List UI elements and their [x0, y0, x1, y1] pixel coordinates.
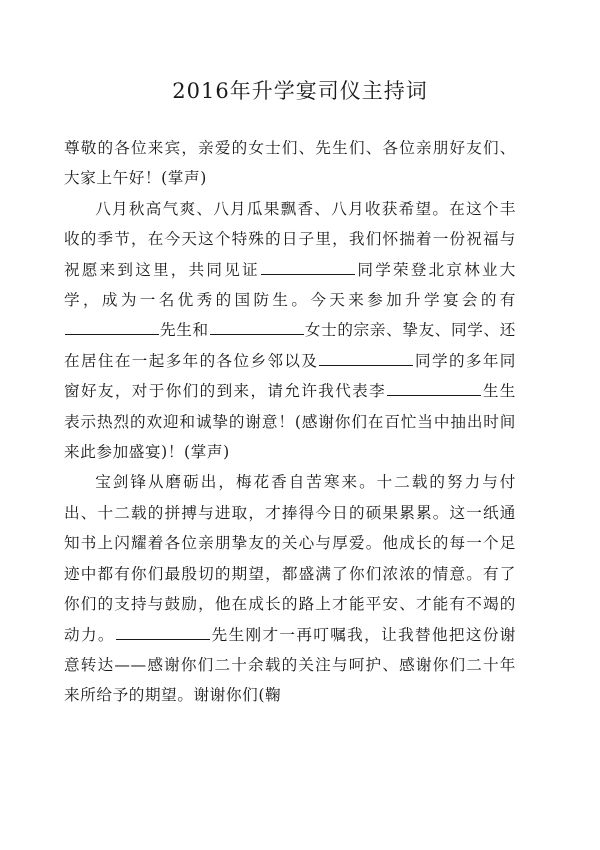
- document-body: [64, 133, 516, 711]
- fill-in-blank: [210, 320, 304, 335]
- fill-in-blank: [319, 351, 413, 366]
- text-segment: 先生刚才一再叮嘱我，让我替他把这份谢意转达——感谢你们二十余载的关注与呵护、感谢你们二十年来所给予的期望。谢谢你们(鞠: [64, 625, 516, 705]
- text-segment: 先生和: [160, 321, 209, 340]
- paragraph-welcome: [64, 194, 516, 468]
- paragraph-greeting: [64, 133, 516, 194]
- text-segment: 同学的多年同窗好友，对于你们的到来，请允许我代表李: [64, 351, 516, 401]
- text-segment: 八月秋高气爽、八月瓜果飘香、八月收获希望。在这个丰收的季节，在今天这个特殊的日子里，我们怀揣着一份祝福与祝愿来到这里，共同见证: [64, 199, 516, 279]
- text-segment: 同学荣登北京林业大学，成为一名优秀的国防生。今天来参加升学宴会的有: [64, 260, 516, 310]
- fill-in-blank: [387, 381, 481, 396]
- paragraph-gratitude: [64, 467, 516, 710]
- fill-in-blank: [65, 320, 159, 335]
- fill-in-blank: [261, 260, 355, 275]
- text-segment: 女士的宗亲、挚友、同学、还在居住在一起多年的各位乡邻以及: [64, 321, 516, 370]
- text-segment: 宝剑锋从磨砺出，梅花香自苦寒来。十二载的努力与付出、十二载的拼搏与进取，才捧得今日的硕果累累。这一纸通知书上闪耀着各位亲朋挚友的关心与厚爱。他成长的每一个足迹中都有你们最殷切的期望，都盛满了你们浓浓的情意。有了你们的支持与鼓励，他在成长的路上才能平安、才能有不竭的动力。: [64, 473, 516, 644]
- document-title: 2016年升学宴司仪主持词: [172, 79, 428, 103]
- text-segment: 生生表示热烈的欢迎和诚挚的谢意！(感谢你们在百忙当中抽出时间来此参加盛宴)！(掌声): [64, 382, 516, 462]
- fill-in-blank: [116, 625, 210, 640]
- text-segment: 尊敬的各位来宾，亲爱的女士们、先生们、各位亲朋好友们、大家上午好！(掌声): [64, 139, 516, 188]
